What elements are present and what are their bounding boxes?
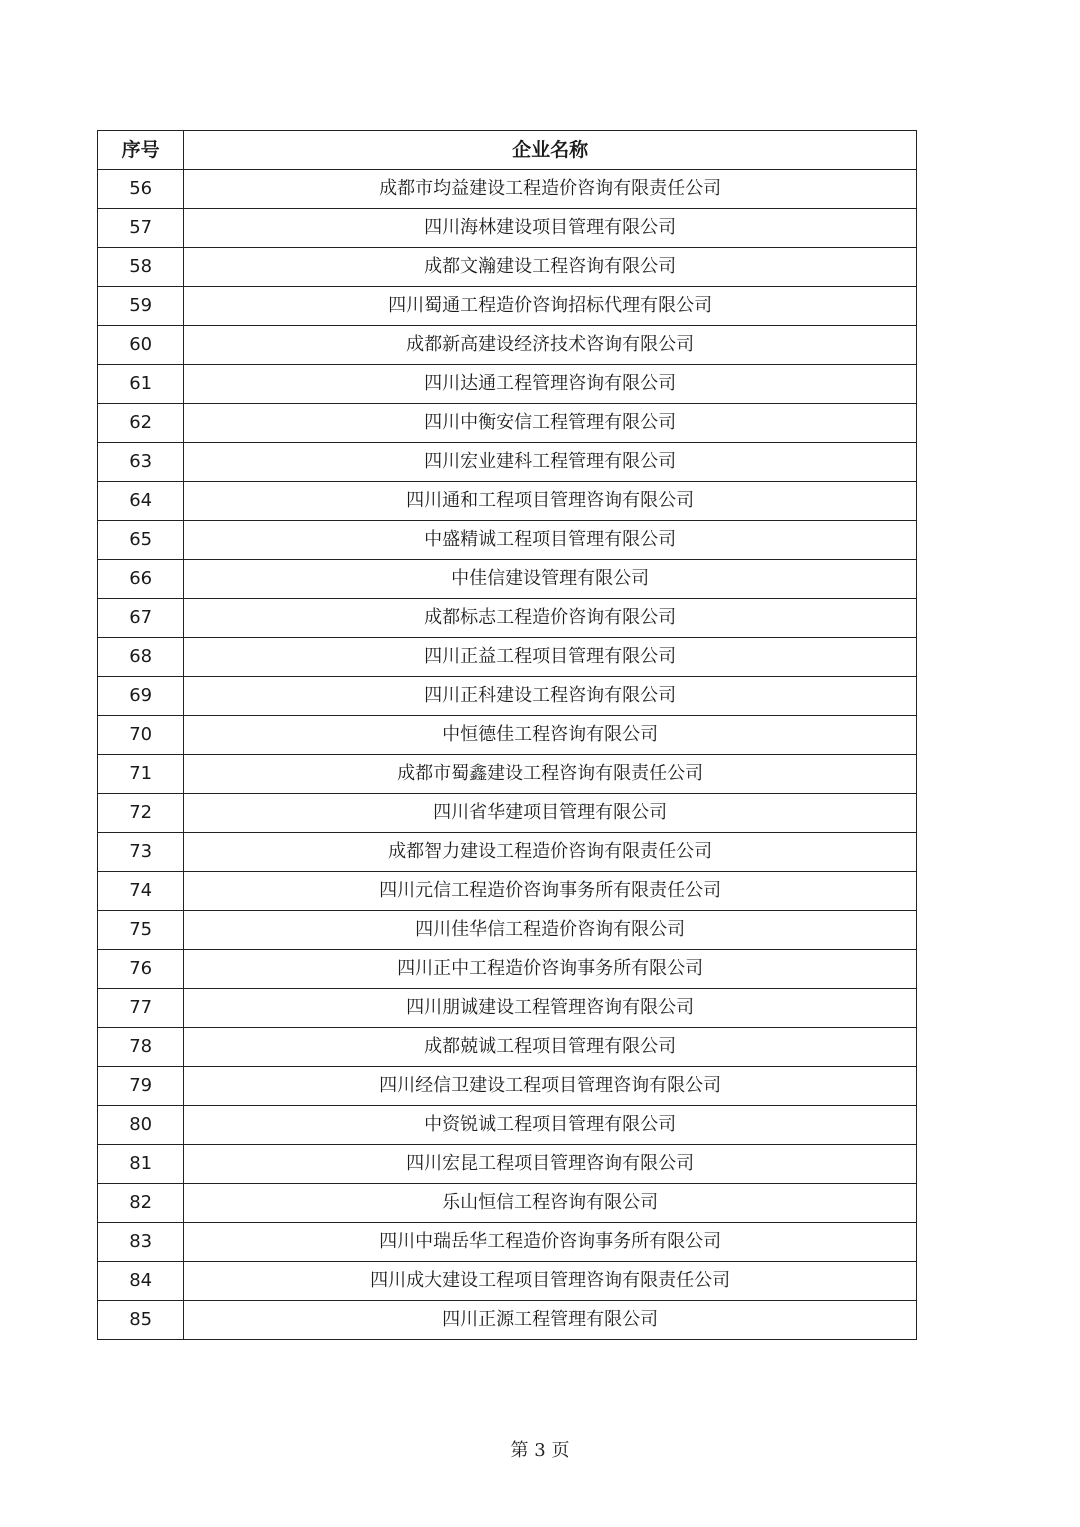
company-name: 四川省华建项目管理有限公司 [184,794,917,833]
row-index: 68 [98,638,184,677]
row-index: 85 [98,1301,184,1340]
header-row [98,131,917,170]
table-row [98,1223,917,1262]
table-row [98,1106,917,1145]
table-row [98,170,917,209]
table-row [98,599,917,638]
row-index: 65 [98,521,184,560]
row-index: 60 [98,326,184,365]
company-name: 四川中瑞岳华工程造价咨询事务所有限公司 [184,1223,917,1262]
company-name: 四川中衡安信工程管理有限公司 [184,404,917,443]
row-index: 76 [98,950,184,989]
row-index: 69 [98,677,184,716]
company-name: 成都智力建设工程造价咨询有限责任公司 [184,833,917,872]
table-row [98,1028,917,1067]
company-name: 四川正益工程项目管理有限公司 [184,638,917,677]
row-index: 80 [98,1106,184,1145]
row-index: 75 [98,911,184,950]
header-company-name: 企业名称 [184,131,917,170]
table-row [98,794,917,833]
table-row [98,716,917,755]
company-name: 四川经信卫建设工程项目管理咨询有限公司 [184,1067,917,1106]
row-index: 59 [98,287,184,326]
header-index: 序号 [98,131,184,170]
company-name: 中盛精诚工程项目管理有限公司 [184,521,917,560]
row-index: 77 [98,989,184,1028]
row-index: 71 [98,755,184,794]
table-row [98,1184,917,1223]
row-index: 57 [98,209,184,248]
row-index: 61 [98,365,184,404]
company-name: 四川通和工程项目管理咨询有限公司 [184,482,917,521]
row-index: 70 [98,716,184,755]
table-row [98,404,917,443]
company-name: 成都市蜀鑫建设工程咨询有限责任公司 [184,755,917,794]
row-index: 79 [98,1067,184,1106]
row-index: 81 [98,1145,184,1184]
company-name: 成都新高建设经济技术咨询有限公司 [184,326,917,365]
row-index: 83 [98,1223,184,1262]
table-row [98,443,917,482]
company-name: 成都标志工程造价咨询有限公司 [184,599,917,638]
row-index: 84 [98,1262,184,1301]
company-name: 四川正源工程管理有限公司 [184,1301,917,1340]
row-index: 67 [98,599,184,638]
row-index: 78 [98,1028,184,1067]
table-row [98,677,917,716]
company-name: 四川海林建设项目管理有限公司 [184,209,917,248]
table-body [98,170,917,1340]
company-name: 四川宏昆工程项目管理咨询有限公司 [184,1145,917,1184]
table-row [98,872,917,911]
row-index: 82 [98,1184,184,1223]
company-name: 四川佳华信工程造价咨询有限公司 [184,911,917,950]
row-index: 63 [98,443,184,482]
table-row [98,950,917,989]
table-row [98,365,917,404]
row-index: 72 [98,794,184,833]
company-name: 乐山恒信工程咨询有限公司 [184,1184,917,1223]
company-name: 四川成大建设工程项目管理咨询有限责任公司 [184,1262,917,1301]
table-row [98,755,917,794]
row-index: 58 [98,248,184,287]
company-name: 四川元信工程造价咨询事务所有限责任公司 [184,872,917,911]
company-name: 中恒德佳工程咨询有限公司 [184,716,917,755]
table-row [98,638,917,677]
table-row [98,1067,917,1106]
company-name: 四川正科建设工程咨询有限公司 [184,677,917,716]
company-name: 四川达通工程管理咨询有限公司 [184,365,917,404]
table-row [98,521,917,560]
row-index: 73 [98,833,184,872]
company-name: 成都兢诚工程项目管理有限公司 [184,1028,917,1067]
table-row [98,911,917,950]
row-index: 66 [98,560,184,599]
table-row [98,287,917,326]
table-row [98,1262,917,1301]
table-header [98,131,917,170]
table-row [98,482,917,521]
company-name: 中资锐诚工程项目管理有限公司 [184,1106,917,1145]
table-row [98,833,917,872]
table-row [98,326,917,365]
company-name: 中佳信建设管理有限公司 [184,560,917,599]
company-name: 四川宏业建科工程管理有限公司 [184,443,917,482]
table-row [98,1301,917,1340]
company-name: 四川正中工程造价咨询事务所有限公司 [184,950,917,989]
company-name: 四川蜀通工程造价咨询招标代理有限公司 [184,287,917,326]
table-row [98,1145,917,1184]
company-name: 成都文瀚建设工程咨询有限公司 [184,248,917,287]
table-row [98,248,917,287]
company-name: 成都市均益建设工程造价咨询有限责任公司 [184,170,917,209]
row-index: 74 [98,872,184,911]
table-row [98,209,917,248]
company-list-table [97,130,917,1340]
table-row [98,560,917,599]
row-index: 64 [98,482,184,521]
company-name: 四川朋诚建设工程管理咨询有限公司 [184,989,917,1028]
row-index: 56 [98,170,184,209]
table-row [98,989,917,1028]
page-number: 第 3 页 [510,1440,570,1461]
row-index: 62 [98,404,184,443]
